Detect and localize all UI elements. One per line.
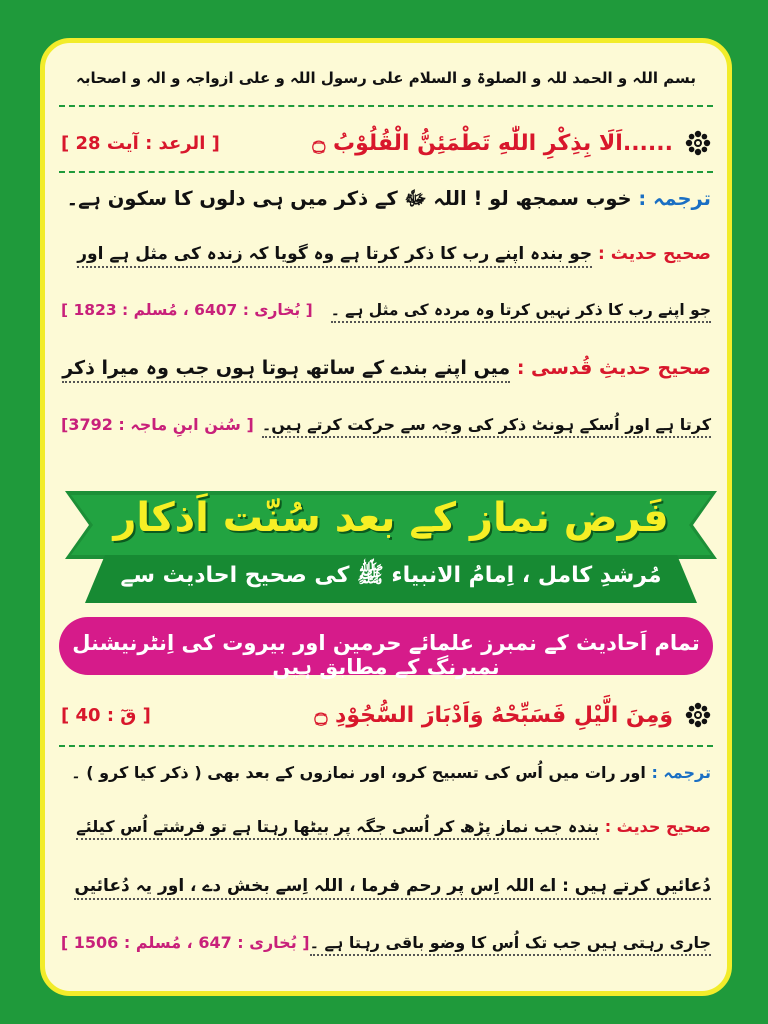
divider	[59, 745, 713, 747]
hadith-text: جو بندہ اپنے رب کا ذکر کرتا ہے وہ گویا کہ زندہ کی مثل ہے اور	[77, 244, 592, 268]
ayah-reference-2: [ قٓ : 40 ]	[61, 704, 151, 726]
translation-label: ترجمہ :	[651, 763, 711, 782]
translation-label: ترجمہ :	[638, 187, 711, 210]
ayah-text-2: وَمِنَ الَّيْلِ فَسَبِّحْهُ وَاَدْبَارَ السُّجُوْدِ ۝	[314, 702, 673, 728]
hadith-reference: [ بُخاری : 647 ، مُسلم : 1506 ]	[60, 933, 310, 952]
hadith-text: بندہ جب نماز پڑھ کر اُسی جگہ پر بیٹھا رہتا ہے تو فرشتے اُس کیلئے	[76, 817, 599, 840]
ayah-text-1: اَلَا بِذِكْرِ اللّٰهِ تَطْمَئِنُّ الْقُلُوْبُ ۝	[312, 130, 623, 156]
flower-ornament-icon	[685, 130, 711, 156]
banner-subtitle: مُرشدِ کامل ، اِمامُ الانبیاء ﷺ کی صحیح احادیث سے	[120, 563, 662, 588]
translation-text: خوب سمجھ لو ! اللہ ﷻ کے ذکر میں ہی دلوں کا سکون ہے۔	[66, 187, 632, 210]
notice-text: تمام اَحادیث کے نمبرز علمائے حرمین اور بیروت کی اِنٹرنیشنل نمبرنگ کے مطابق ہیں	[72, 631, 700, 679]
numbering-notice	[59, 617, 713, 679]
content-card	[40, 38, 732, 996]
hadith2-line2	[61, 415, 711, 438]
hadith1-line2	[61, 301, 711, 323]
hadith-reference: [سُنن ابنِ ماجہ : 3792 ]	[61, 415, 254, 434]
translation-text: اور رات میں اُس کی تسبیح کرو، اور نمازوں کے بعد بھی ( ذکر کیا کرو ) ۔	[71, 763, 646, 782]
ayah-reference-1: [ الرعد : آیت 28 ]	[61, 132, 220, 154]
translation-line-2	[61, 763, 711, 782]
divider	[59, 171, 713, 173]
ayah-ellipsis: ......	[622, 130, 673, 156]
hadith-text: جاری رہتی ہیں جب تک اُس کا وضو باقی رہتا ہے ۔	[310, 933, 711, 956]
hadith-label: صحیح حدیث :	[604, 817, 711, 836]
hadith3-line2	[61, 875, 711, 896]
hadith-text: میں اپنے بندے کے ساتھ ہوتا ہوں جب وہ میرا ذکر	[62, 357, 510, 383]
hadith1-line1	[61, 243, 711, 264]
title-banner	[65, 491, 717, 559]
subtitle-banner	[85, 555, 697, 603]
hadith3-line3	[61, 933, 711, 956]
hadith-label: صحیح حدیث :	[598, 244, 711, 264]
hadith-text: جو اپنے رب کا ذکر نہیں کرتا وہ مردہ کی مثل ہے ۔	[331, 301, 711, 323]
ayah-row-2	[61, 695, 711, 735]
flower-ornament-icon	[685, 702, 711, 728]
bismillah-header: بسم اللہ و الحمد للہ و الصلوۃ و السلام علی رسول اللہ و علی ازواجہ و الہ و اصحابہ	[76, 69, 696, 87]
ayah-row-1	[61, 123, 711, 163]
hadith-text: کرتا ہے اور اُسکے ہونٹ ذکر کی وجہ سے حرکت کرتے ہیں۔	[262, 415, 711, 438]
hadith-reference: [ بُخاری : 6407 ، مُسلم : 1823 ]	[61, 301, 313, 319]
hadith3-line1	[61, 817, 711, 836]
translation-line-1	[61, 187, 711, 215]
hadith-qudsi-label: صحیح حدیثِ قُدسی :	[516, 357, 711, 379]
hadith2-line1	[61, 357, 711, 379]
hadith-text: دُعائیں کرتے ہیں : اے اللہ اِس پر رحم فرما ، اللہ اِسے بخش دے ، اور یہ دُعائیں	[74, 876, 711, 900]
divider	[59, 105, 713, 107]
banner-title: فَرض نماز کے بعد سُنّت اَذکار	[113, 495, 669, 541]
